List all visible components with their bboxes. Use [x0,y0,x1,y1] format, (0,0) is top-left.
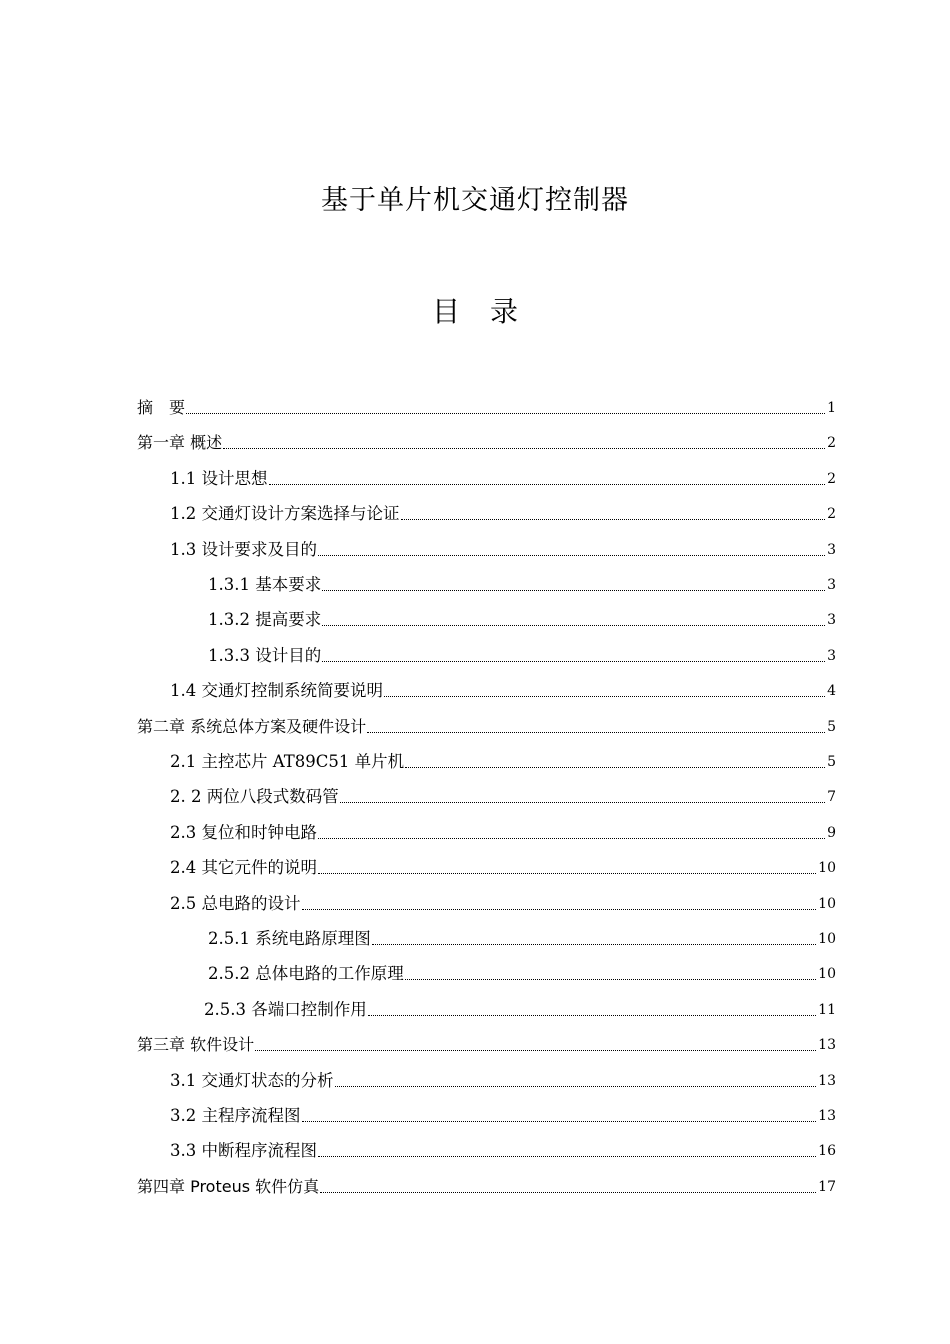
toc-entry-label: 1.3.3 设计目的 [208,645,322,665]
toc-entry-page: 3 [827,577,836,593]
toc-entry-page: 11 [818,1001,836,1018]
toc-entry-page: 2 [827,506,836,523]
toc-entry-page: 17 [818,1178,836,1195]
toc-dot-leader [401,519,826,520]
toc-entry-page: 4 [827,683,836,700]
toc-entry[interactable] [170,892,836,916]
toc-dot-leader [322,625,825,626]
toc-entry[interactable] [170,679,836,703]
toc-dot-leader [318,873,816,874]
toc-entry-label: 3.3 中断程序流程图 [170,1141,317,1161]
toc-entry[interactable] [170,538,836,562]
toc-heading: 目录 [431,295,548,328]
toc-dot-leader [340,802,825,803]
document-title: 基于单片机交通灯控制器 [321,185,629,216]
toc-entry-page: 5 [827,754,836,770]
toc-entry[interactable] [208,644,836,668]
toc-entry-page: 2 [827,435,836,452]
toc-entry[interactable] [170,821,836,845]
toc-dot-leader [223,448,825,449]
toc-dot-leader [318,1156,816,1157]
toc-entry-page: 2 [827,470,836,487]
toc-entry[interactable] [170,1104,836,1128]
toc-dot-leader [318,555,825,556]
toc-entry[interactable] [204,998,836,1022]
toc-entry[interactable] [137,1033,836,1057]
toc-entry-page: 13 [818,1037,836,1054]
toc-entry-label: 2. 2 两位八段式数码管 [170,787,339,807]
toc-entry[interactable] [137,396,836,420]
toc-entry-page: 13 [818,1072,836,1089]
toc-entry-label: 2.5 总电路的设计 [170,893,301,913]
toc-entry-page: 10 [818,931,836,947]
toc-entry[interactable] [170,467,836,491]
toc-entry-label: 1.3.1 基本要求 [208,575,322,594]
toc-dot-leader [368,1015,816,1016]
toc-dot-leader [302,909,817,910]
toc-entry-page: 10 [818,966,836,983]
toc-entry-page: 13 [818,1108,836,1124]
toc-entry-label: 2.5.2 总体电路的工作原理 [208,964,404,984]
toc-entry-page: 5 [827,718,836,735]
toc-entry[interactable] [208,927,836,951]
toc-dot-leader [322,590,825,591]
toc-entry-page: 3 [827,647,836,664]
toc-entry-label: 2.4 其它元件的说明 [170,858,317,878]
toc-dot-leader [405,767,825,768]
toc-entry-page: 10 [818,895,836,912]
toc-entry[interactable] [208,573,836,597]
toc-entry-label: 1.3 设计要求及目的 [170,539,317,559]
toc-entry[interactable] [137,431,836,455]
toc-dot-leader [302,1121,817,1122]
toc-entry[interactable] [170,750,836,774]
toc-entry-page: 3 [827,541,836,558]
toc-entry-page: 3 [827,612,836,629]
toc-entry[interactable] [208,608,836,632]
toc-dot-leader [322,661,825,662]
toc-dot-leader [372,944,816,945]
toc-entry-label: 1.4 交通灯控制系统简要说明 [170,681,383,701]
toc-entry-label: 2.1 主控芯片 AT89C51 单片机 [170,752,405,771]
toc-dot-leader [269,484,826,485]
toc-dot-leader [367,732,825,733]
toc-entry-page: 7 [827,789,836,806]
toc-dot-leader [405,979,816,980]
toc-entry-label: 3.2 主程序流程图 [170,1106,301,1125]
toc-entry-label: 2.5.1 系统电路原理图 [208,929,371,948]
toc-entry[interactable] [170,1139,836,1163]
toc-entry-page: 9 [827,824,836,841]
toc-dot-leader [255,1050,816,1051]
toc-entry[interactable] [170,502,836,526]
toc-entry[interactable] [170,856,836,880]
toc-entry-label: 1.1 设计思想 [170,468,268,488]
toc-entry[interactable] [137,715,836,739]
toc-entry[interactable] [137,1175,836,1199]
toc-entry[interactable] [208,962,836,986]
toc-entry[interactable] [170,1069,836,1093]
toc-entry-label: 1.3.2 提高要求 [208,610,322,630]
toc-entry-page: 10 [818,860,836,877]
toc-entry-label: 摘 要 [137,398,186,417]
toc-dot-leader [320,1192,816,1193]
toc-entry-label: 第一章 概述 [137,433,223,453]
toc-entry-label: 3.1 交通灯状态的分析 [170,1070,334,1090]
toc-entry-label: 第二章 系统总体方案及硬件设计 [137,716,367,736]
toc-dot-leader [318,838,825,839]
toc-entry-page: 16 [818,1143,836,1160]
toc-entry[interactable] [170,785,836,809]
toc-entry-label: 第四章 Proteus 软件仿真 [137,1176,320,1196]
toc-dot-leader [186,413,825,414]
toc-entry-label: 1.2 交通灯设计方案选择与论证 [170,504,400,524]
toc-entry-label: 2.5.3 各端口控制作用 [204,999,367,1019]
toc-entry-label: 第三章 软件设计 [137,1035,255,1055]
toc-dot-leader [384,696,825,697]
toc-entry-label: 2.3 复位和时钟电路 [170,822,317,842]
toc-dot-leader [335,1086,817,1087]
toc-entry-page: 1 [827,400,836,416]
